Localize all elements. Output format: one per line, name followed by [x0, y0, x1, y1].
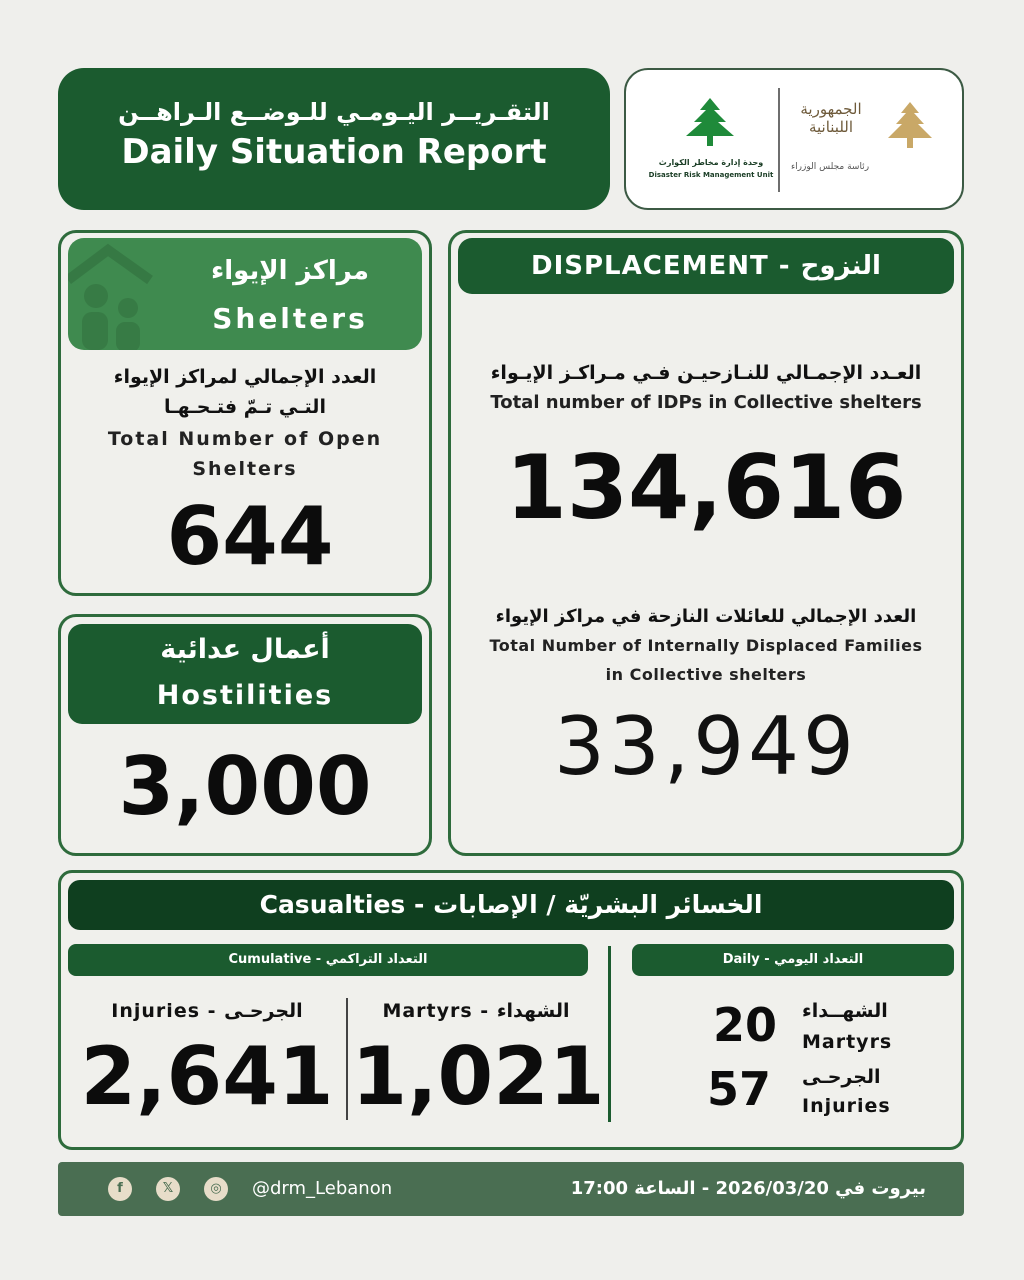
idps-label-ar: العـدد الإجمـالي للنـازحيـن فـي مـراكـز الإيـواء: [490, 362, 922, 384]
daily-injuries-en: Injuries: [802, 1095, 891, 1117]
idps-label-en: Total number of IDPs in Collective shelters: [490, 392, 922, 413]
footer-bar: [58, 1162, 964, 1216]
shelters-title-ar: مراكز الإيواء: [210, 256, 370, 286]
shelters-value: 644: [166, 490, 334, 583]
martyrs-value: 1,021: [351, 1030, 605, 1123]
gold-cedar-icon: [882, 100, 938, 150]
families-label-en-2: in Collective shelters: [605, 665, 807, 684]
casualties-title: Casualties - الخسائر البشريّة / الإصابات: [68, 880, 954, 930]
shelters-title-en: Shelters: [212, 302, 368, 335]
facebook-icon[interactable]: f: [108, 1177, 132, 1201]
shelters-label-en-2: Shelters: [192, 458, 298, 480]
casualties-divider: [608, 946, 611, 1122]
report-date: بيروت في 2026/03/20 - الساعة 17:00: [570, 1178, 926, 1199]
shelters-title-box: [68, 238, 422, 350]
daily-injuries-value: 57: [706, 1062, 771, 1116]
shelters-label-ar-1: العدد الإجمالي لمراكز الإيواء: [113, 366, 377, 388]
hostilities-title-en: Hostilities: [156, 680, 334, 711]
drm-name-en: Disaster Risk Management Unit: [648, 171, 774, 179]
daily-injuries-ar: الجرحـى: [802, 1066, 881, 1088]
hostilities-title-box: [68, 624, 422, 724]
cumulative-label: Cumulative - التعداد التراكمي: [68, 944, 588, 976]
x-icon[interactable]: 𝕏: [156, 1177, 180, 1201]
daily-martyrs-en: Martyrs: [802, 1031, 893, 1053]
shelters-label-ar-2: التـي تـمّ فتـحـهـا: [164, 396, 326, 418]
hostilities-value: 3,000: [118, 740, 372, 833]
daily-martyrs-ar: الشهــداء: [802, 1000, 888, 1022]
daily-label: Daily - التعداد اليومي: [632, 944, 954, 976]
shelters-label-en-1: Total Number of Open: [107, 428, 383, 450]
logo-divider: [778, 88, 780, 192]
logos-panel: [624, 68, 964, 210]
drm-name-ar: وحدة إدارة مخاطر الكوارث: [658, 158, 764, 167]
idps-value: 134,616: [505, 436, 907, 539]
hostilities-title-ar: أعمال عدائية: [160, 634, 330, 665]
cumulative-divider: [346, 998, 348, 1120]
families-value: 33,949: [554, 700, 858, 793]
instagram-icon[interactable]: ◎: [204, 1177, 228, 1201]
social-handle[interactable]: @drm_Lebanon: [252, 1178, 393, 1199]
report-title-ar: التقـريــر اليـومـي للـوضــع الـراهــن: [118, 98, 550, 126]
report-header: [58, 68, 610, 210]
families-label-en-1: Total Number of Internally Displaced Families: [489, 636, 923, 655]
report-title-en: Daily Situation Report: [121, 132, 547, 172]
injuries-value: 2,641: [80, 1030, 334, 1123]
families-label-ar: العدد الإجمالي للعائلات النازحة في مراكز الإيواء: [495, 606, 917, 627]
displacement-title: DISPLACEMENT - النزوح: [458, 238, 954, 294]
republic-name-ar: الجمهورية اللبنانية: [800, 100, 862, 136]
injuries-label: Injuries - الجرحـى: [111, 1000, 303, 1022]
daily-martyrs-value: 20: [712, 998, 777, 1052]
martyrs-label: Martyrs - الشهداء: [382, 1000, 570, 1022]
cedar-logo-icon: [678, 96, 742, 148]
pm-office-ar: رئاسة مجلس الوزراء: [790, 162, 870, 172]
